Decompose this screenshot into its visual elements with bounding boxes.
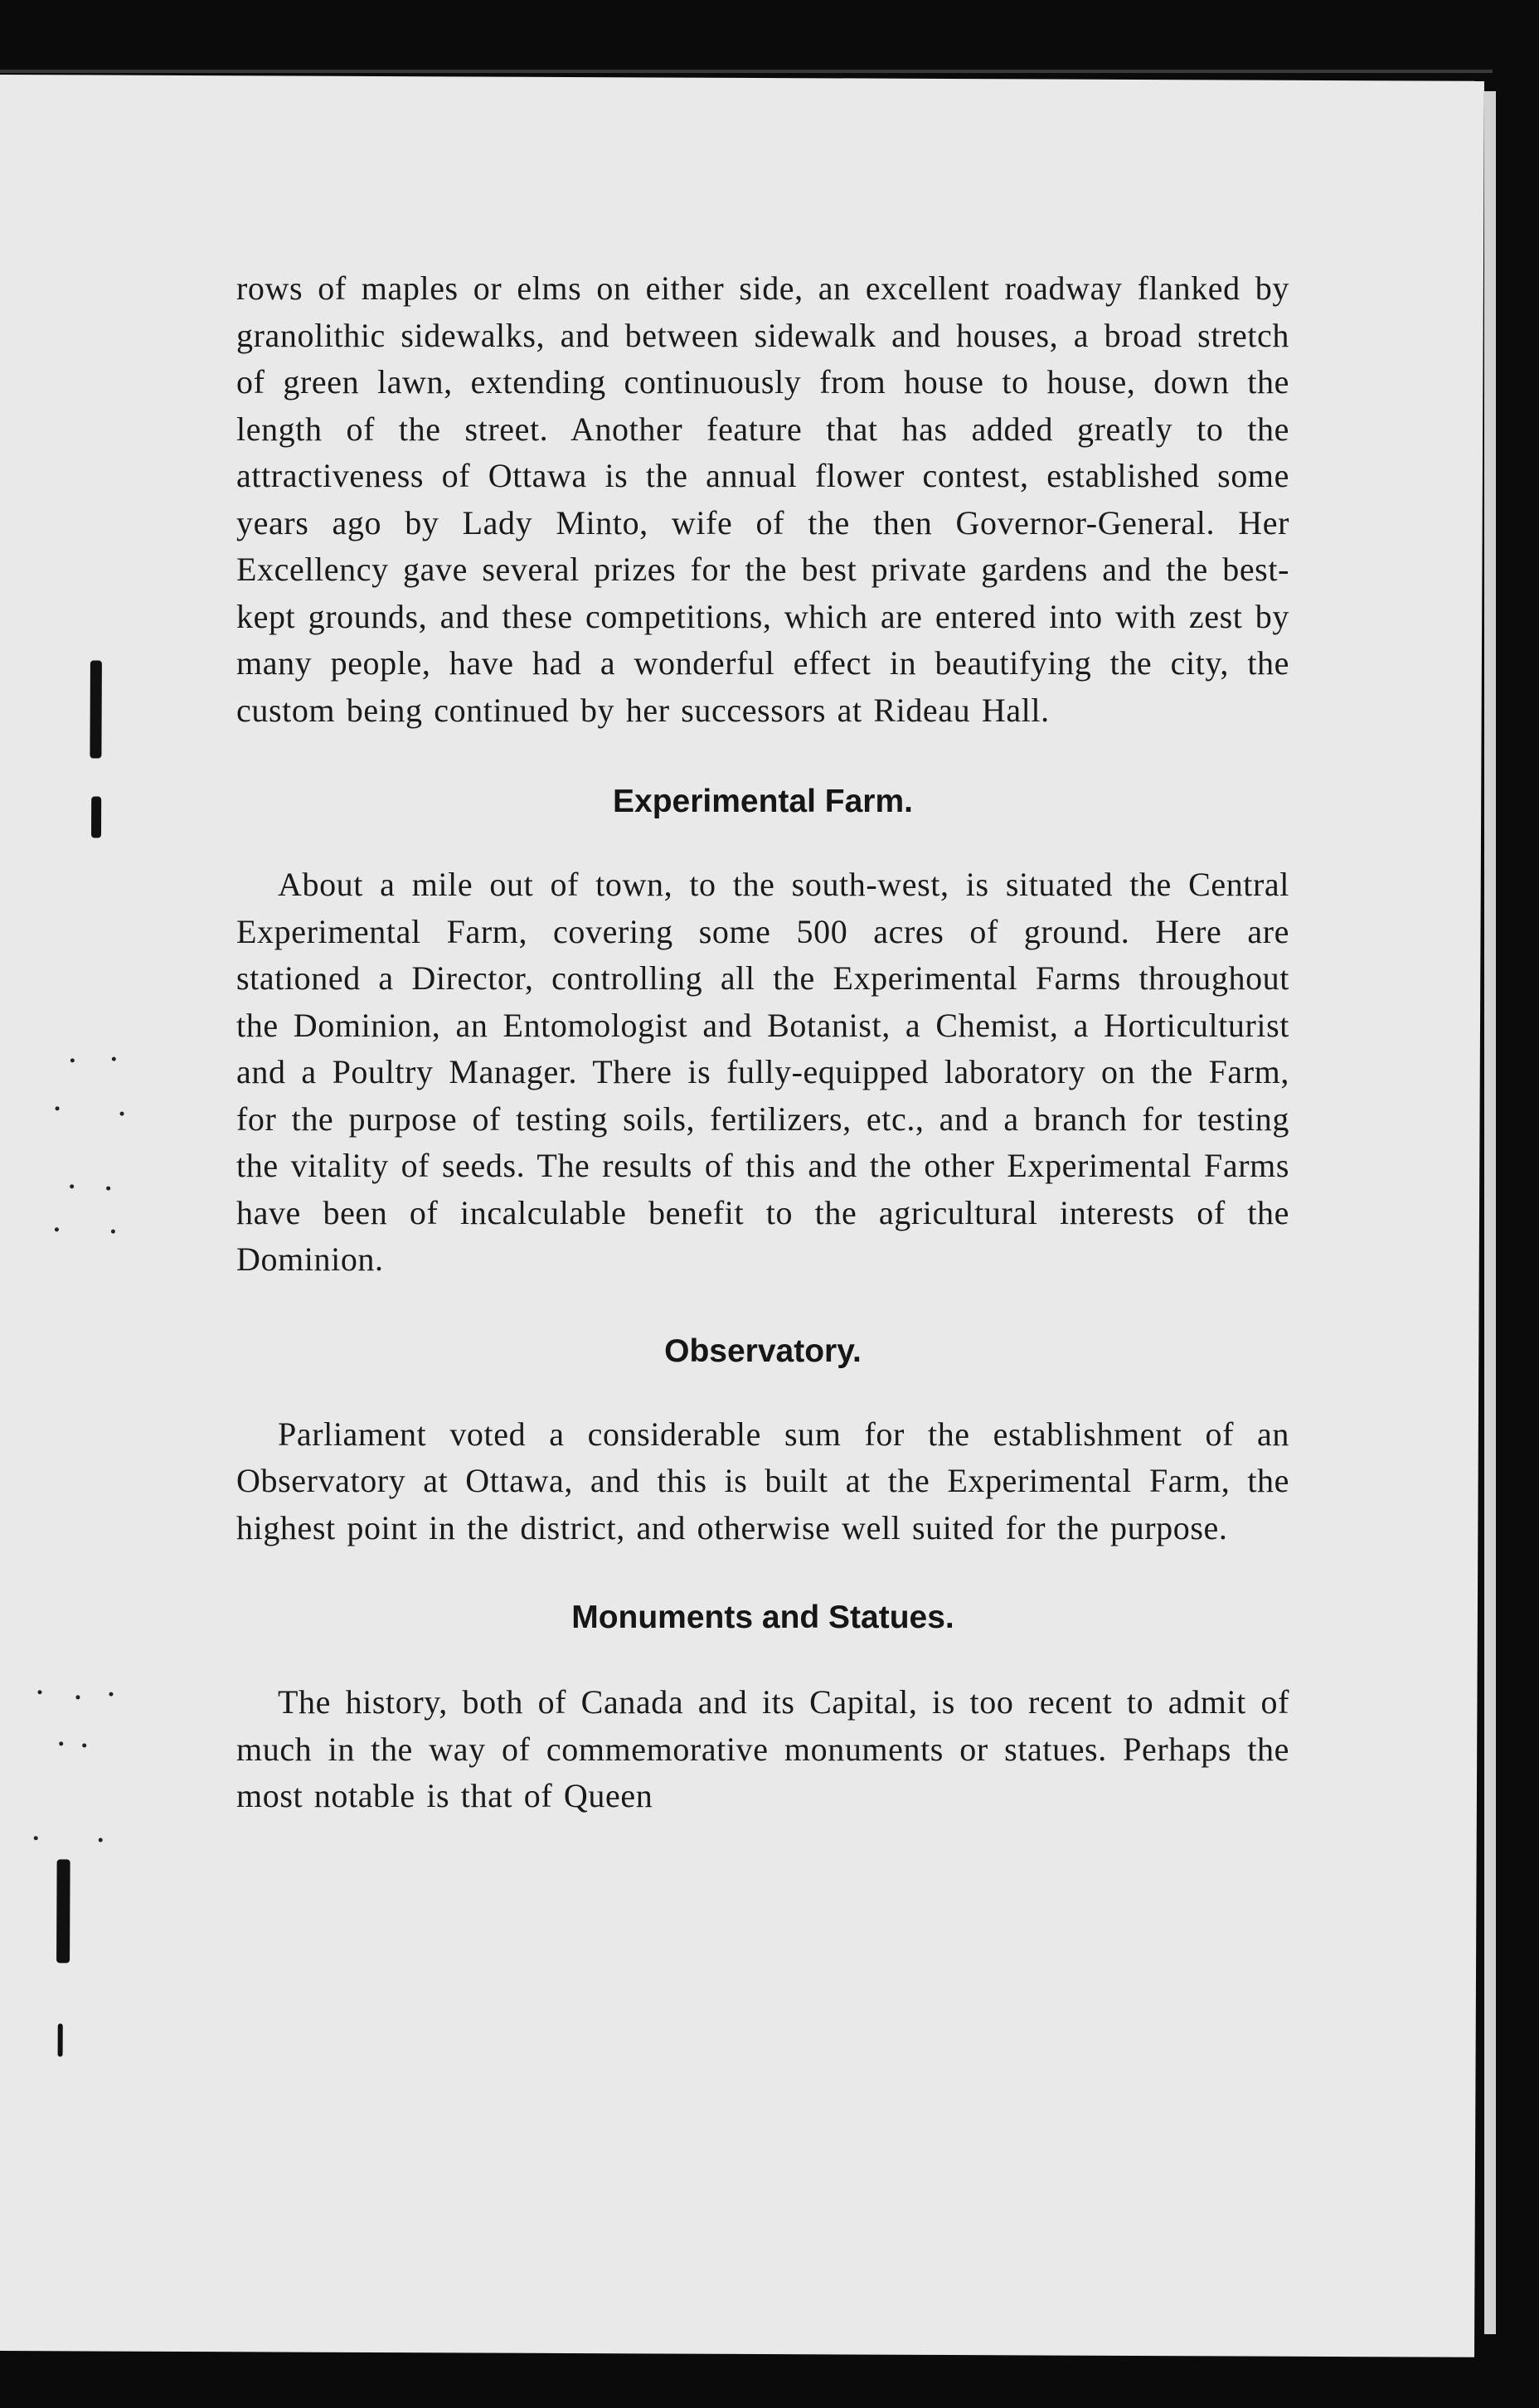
margin-speck	[75, 1695, 80, 1699]
margin-speck	[70, 1184, 74, 1188]
margin-speck	[59, 1741, 63, 1745]
margin-speck	[70, 1058, 75, 1062]
margin-speck	[120, 1112, 124, 1116]
margin-speck	[34, 1836, 38, 1840]
page-text	[236, 265, 1289, 1820]
margin-artifact-2	[91, 796, 101, 837]
margin-speck	[109, 1692, 113, 1697]
margin-speck	[106, 1187, 110, 1191]
page-right-edge	[1484, 91, 1496, 2334]
margin-speck	[111, 1230, 115, 1234]
margin-speck	[55, 1227, 59, 1231]
margin-speck	[112, 1057, 116, 1061]
heading-observatory: Observatory.	[664, 1333, 862, 1369]
paragraph-monuments-statues: The history, both of Canada and its Capital, is too recent to admit of much in the way of commemorative monuments or statues. Perhaps the most notable is that of Queen	[236, 1683, 1289, 1814]
margin-artifact-4	[58, 2023, 63, 2056]
margin-speck	[56, 1106, 60, 1110]
margin-speck	[99, 1838, 103, 1842]
paragraph-observatory: Parliament voted a considerable sum for the establishment of an Observatory at Ottawa, and this is built at the Experimental Farm, the highest point in the district, and otherwise well suited for the purpose.	[236, 1415, 1289, 1546]
paragraph-experimental-farm: About a mile out of town, to the south-west, is situated the Central Experimental Farm, covering some 500 acres of ground. Here are stationed a Director, controlling all the Experimental Farms throughout the Dominion, an Entomologist and Botanist, a Chemist, a Horticulturist and a Poultry Manager. There is fully-equipped laboratory on the Farm, for the purpose of testing soils, fertilizers, etc., and a branch for testing the vitality of seeds. The results of this and the other Experimental Farms have been of incalculable benefit to the agricultural interests of the Dominion.	[236, 866, 1289, 1278]
margin-speck	[82, 1743, 86, 1747]
margin-speck	[37, 1690, 41, 1694]
page-top-edge	[0, 70, 1493, 73]
margin-artifact-3	[56, 1859, 70, 1963]
paragraph-continued: rows of maples or elms on either side, an excellent roadway flanked by granolithic sidewalks, and between sidewalk and houses, a broad stretch of green lawn, extending continuously from house to house, down the length of the street. Another feature that has added greatly to the attractiveness of Ottawa is the annual flower contest, established some years ago by Lady Minto, wife of the then Governor-General. Her Excellency gave several prizes for the best private gardens and the best-kept grounds, and these competitions, which are entered into with zest by many people, have had a wonderful effect in beautifying the city, the custom being continued by her successors at Rideau Hall.	[236, 269, 1289, 729]
heading-monuments-statues: Monuments and Statues.	[571, 1600, 954, 1635]
heading-experimental-farm: Experimental Farm.	[613, 784, 913, 819]
margin-artifact-1	[90, 660, 102, 758]
